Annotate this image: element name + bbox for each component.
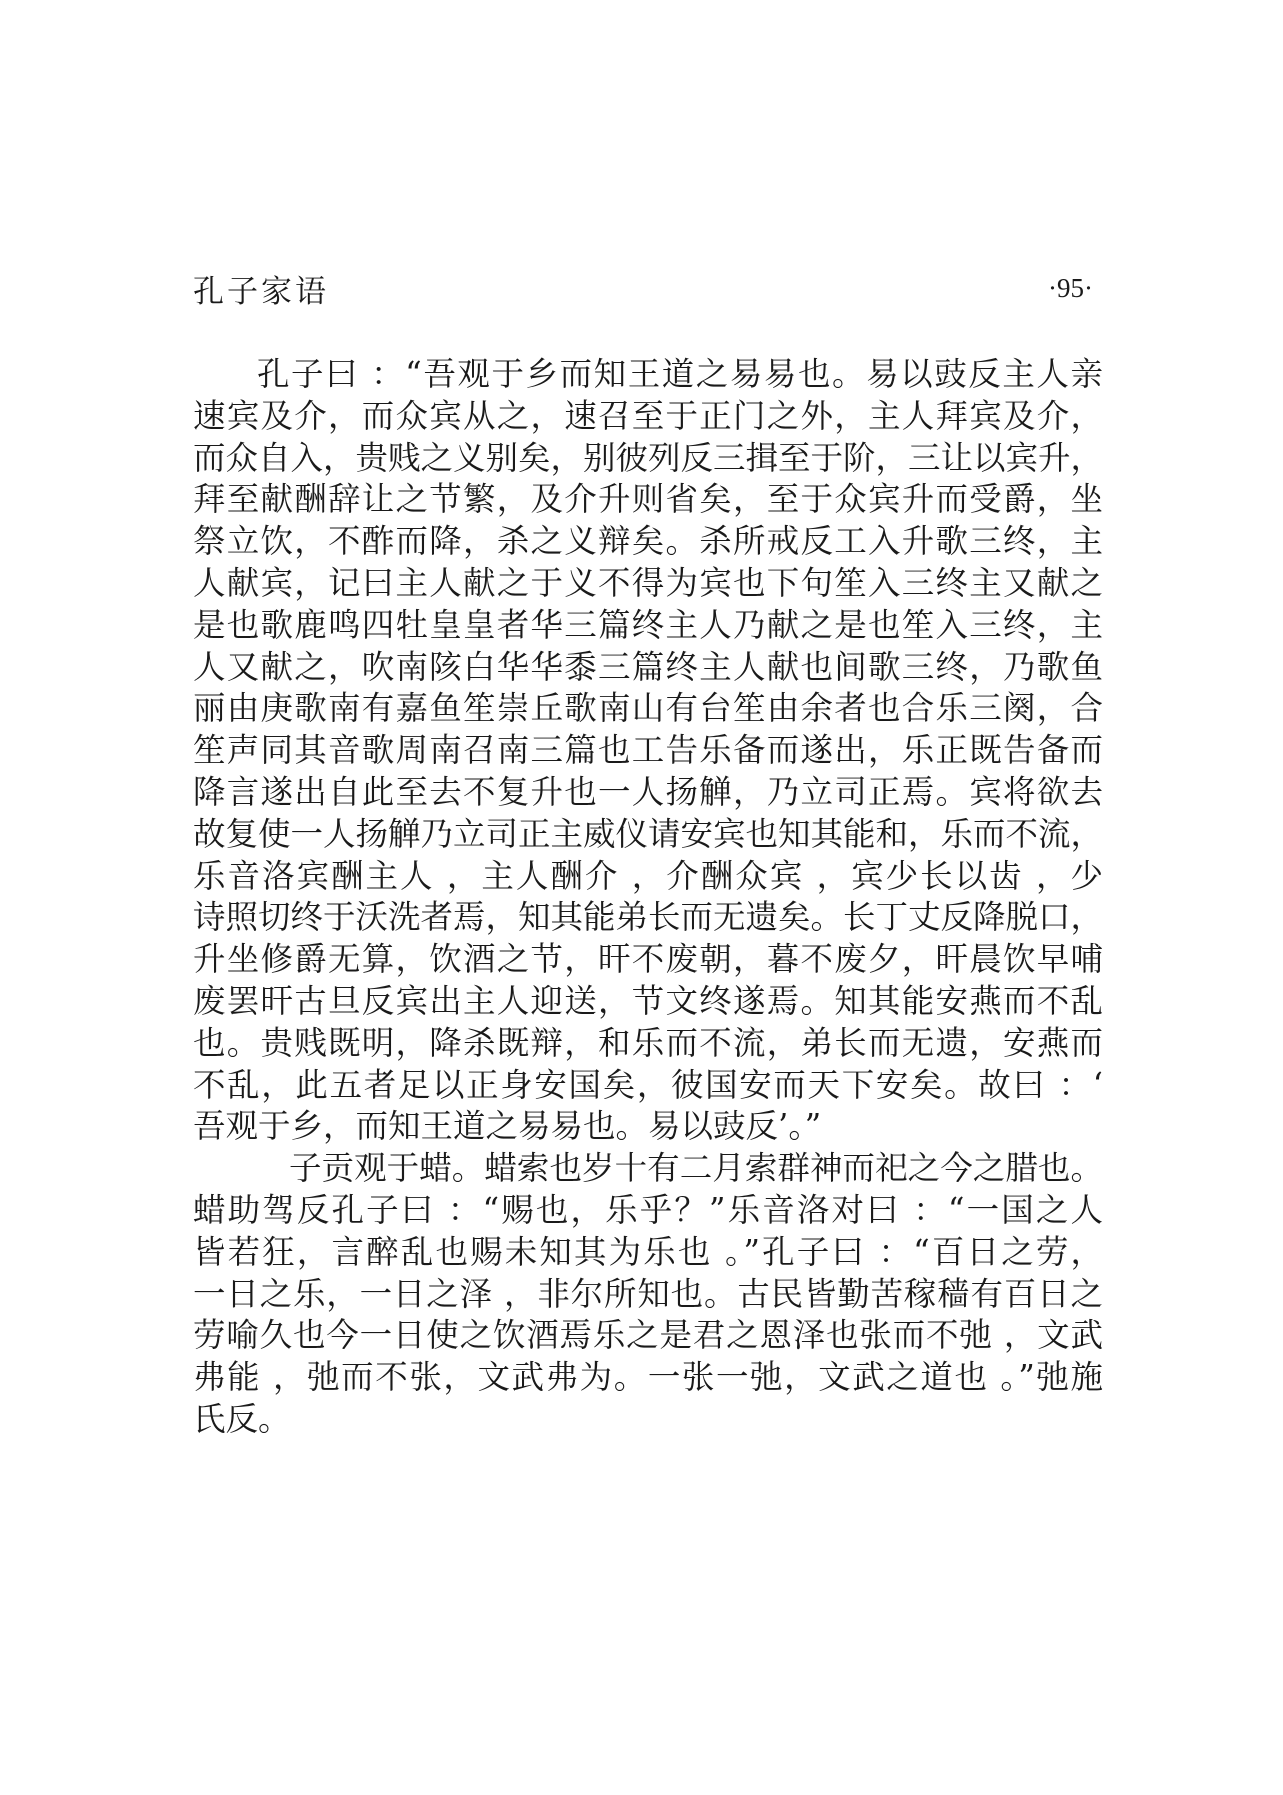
text-line: 人献宾，记曰主人献之于义不得为宾也下句笙入三终主又献之 [193,563,1103,602]
text-line: 氏反。 [193,1399,291,1438]
text-line: 速宾及介，而众宾从之，速召至于正门之外，主人拜宾及介， [193,396,1103,435]
text-line: 笙声同其音歌周南召南三篇也工告乐备而遂出，乐正既告备而 [193,731,1103,770]
text-line: 也。贵贱既明，降杀既辩，和乐而不流，弟长而无遗，安燕而 [193,1023,1103,1062]
text-line: 蜡助驾反孔子曰 ：“赐也，乐乎？”乐音洛对曰 ：“一国之人 [193,1190,1103,1229]
text-line: 乐音洛宾酬主人 ，主人酬介 ，介酬众宾 ，宾少长以齿 ，少 [193,856,1103,895]
text-line: 不乱，此五者足以正身安国矣，彼国安而天下安矣。故曰 ：‘ [193,1065,1103,1104]
paragraph-1 [193,354,1103,1148]
body-text [193,354,1103,1441]
text-line: 降言遂出自此至去不复升也一人扬觯，乃立司正焉。宾将欲去 [193,772,1103,811]
text-line: 故复使一人扬觯乃立司正主威仪请安宾也知其能和，乐而不流， [193,814,1103,853]
running-header [193,268,1093,308]
text-line: 子贡观于蜡。蜡索也岁十有二月索群神而祀之今之腊也。 [289,1149,1103,1188]
text-line: 诗照切终于沃洗者焉，知其能弟长而无遗矣。长丁丈反降脱口， [193,898,1103,937]
text-line: 丽由庚歌南有嘉鱼笙崇丘歌南山有台笙由余者也合乐三阕，合 [193,689,1103,728]
text-line: 而众自入，贵贱之义别矣，别彼列反三揖至于阶，三让以宾升， [193,438,1103,477]
paragraph-2 [193,1148,1103,1441]
book-title: 孔子家语 [193,273,329,310]
text-line: 劳喻久也今一日使之饮酒焉乐之是君之恩泽也张而不弛 ，文武 [193,1316,1103,1355]
page-number: ·95· [1048,272,1093,303]
text-line: 祭立饮，不酢而降，杀之义辩矣。杀所戒反工入升歌三终，主 [193,522,1103,561]
text-line: 吾观于乡，而知王道之易易也。易以豉反’。” [193,1107,822,1146]
text-line: 一日之乐，一日之泽 ，非尔所知也。古民皆勤苦稼穑有百日之 [193,1274,1103,1313]
text-line: 废罢旰古旦反宾出主人迎送，节文终遂焉。知其能安燕而不乱 [193,981,1103,1020]
text-line: 人又献之，吹南陔白华华黍三篇终主人献也间歌三终，乃歌鱼 [193,647,1103,686]
text-line: 孔子曰 ：“吾观于乡而知王道之易易也。易以豉反主人亲 [257,355,1103,393]
text-line: 弗能 ，弛而不张，文武弗为。一张一弛，文武之道也 。”弛施 [193,1358,1103,1397]
text-line: 升坐修爵无算，饮酒之节，旰不废朝，暮不废夕，旰晨饮早哺 [193,940,1103,979]
text-line: 拜至献酬辞让之节繁，及介升则省矣，至于众宾升而受爵，坐 [193,480,1103,519]
text-line: 是也歌鹿鸣四牡皇皇者华三篇终主人乃献之是也笙入三终，主 [193,605,1103,644]
text-line: 皆若狂，言醉乱也赐未知其为乐也 。”孔子曰 ：“百日之劳， [193,1232,1103,1271]
